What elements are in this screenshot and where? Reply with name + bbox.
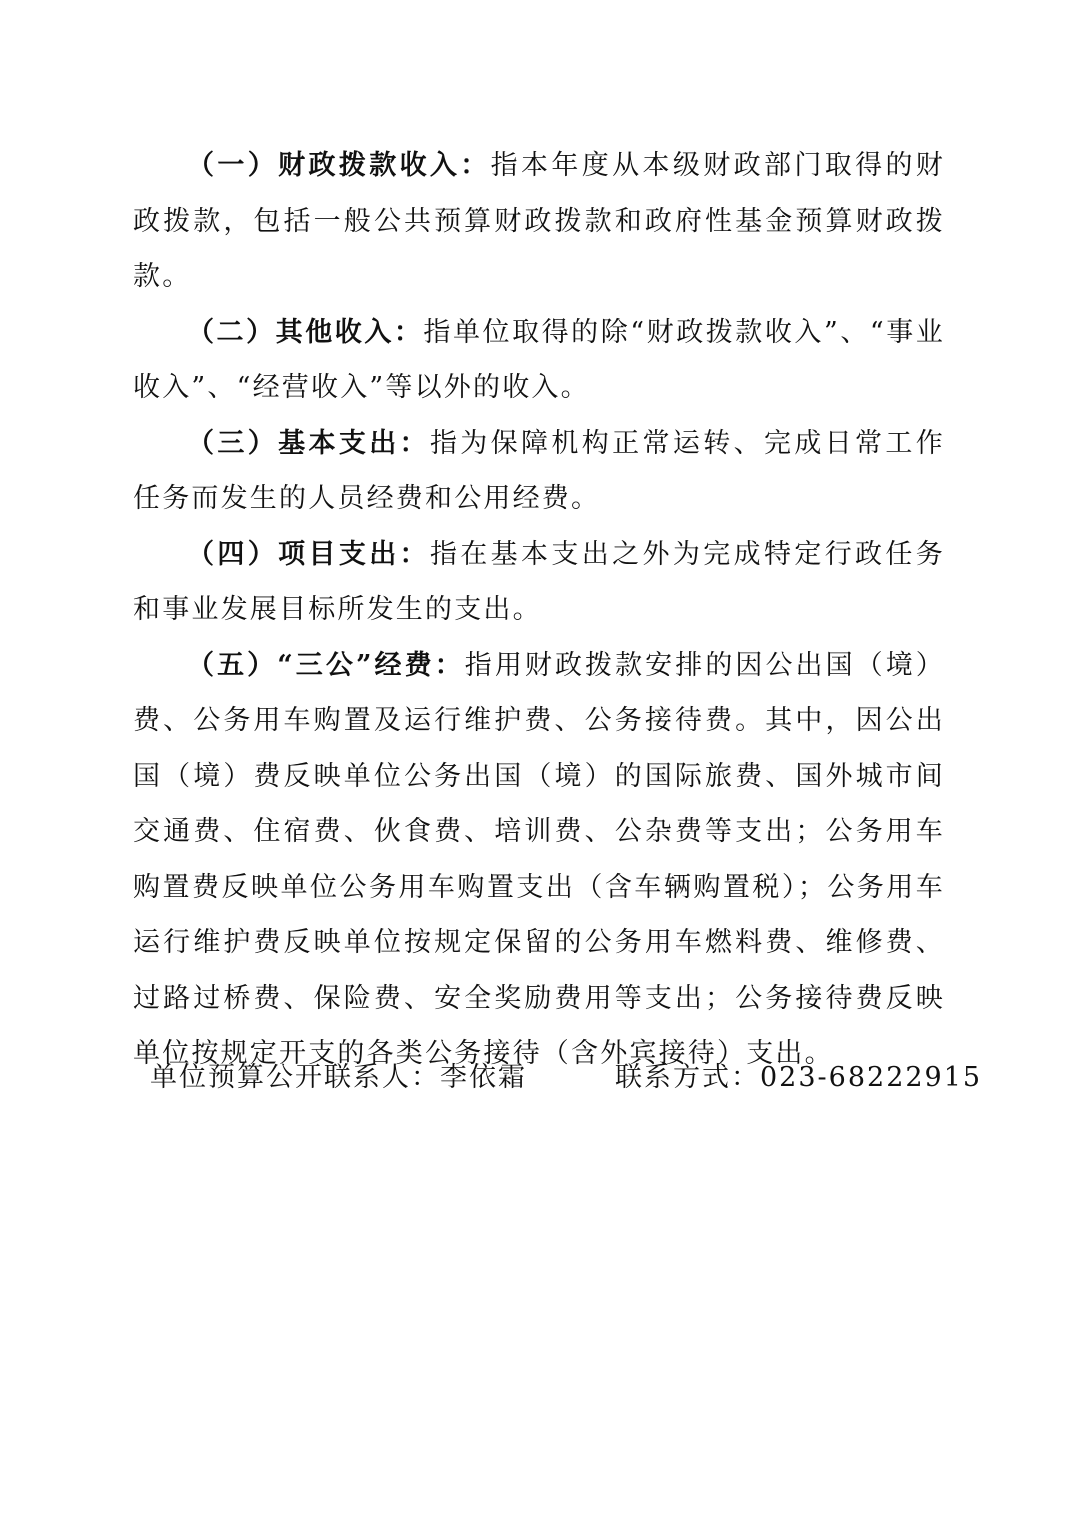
contact-line xyxy=(150,1058,983,1098)
definition-three-public-expenses xyxy=(133,638,945,1082)
definition-project-expenditure xyxy=(133,527,945,638)
definition-other-income xyxy=(133,305,945,416)
definition-term: （一）财政拨款收入： xyxy=(187,150,491,181)
definitions-section xyxy=(133,138,945,1082)
definition-fiscal-appropriation-income xyxy=(133,138,945,305)
definition-text: 指单位取得的除“财政拨款收入”、“事业收入”、“经营收入”等以外的收入。 xyxy=(133,316,945,403)
definition-text: 指本年度从本级财政部门取得的财政拨款，包括一般公共预算财政拨款和政府性基金预算财政拨款。 xyxy=(133,150,946,292)
definition-text: 指在基本支出之外为完成特定行政任务和事业发展目标所发生的支出。 xyxy=(133,538,945,625)
contact-phone: 联系方式：023-68222915 xyxy=(615,1062,983,1093)
definition-term: （四）项目支出： xyxy=(187,538,430,570)
definition-term: （三）基本支出： xyxy=(187,427,430,459)
definition-text: 指用财政拨款安排的因公出国（境）费、公务用车购置及运行维护费、公务接待费。其中，因公出国（境）费反映单位公务出国（境）的国际旅费、国外城市间交通费、住宿费、伙食费、培训费、公杂费等支出；公务用车购置费反映单位公务用车购置支出（含车辆购置税）；公务用车运行维护费反映单位按规定保留的公务用车燃料费、维修费、过路过桥费、保险费、安全奖励费用等支出；公务接待费反映单位按规定开支的各类公务接待（含外宾接待）支出。 xyxy=(133,649,946,1069)
definition-text: 指为保障机构正常运转、完成日常工作任务而发生的人员经费和公用经费。 xyxy=(133,427,945,514)
definition-basic-expenditure xyxy=(133,416,945,527)
definition-term: （二）其他收入： xyxy=(187,316,424,348)
definition-term: （五）“三公”经费： xyxy=(187,649,465,681)
contact-person: 单位预算公开联系人：李依霜 xyxy=(150,1062,527,1093)
